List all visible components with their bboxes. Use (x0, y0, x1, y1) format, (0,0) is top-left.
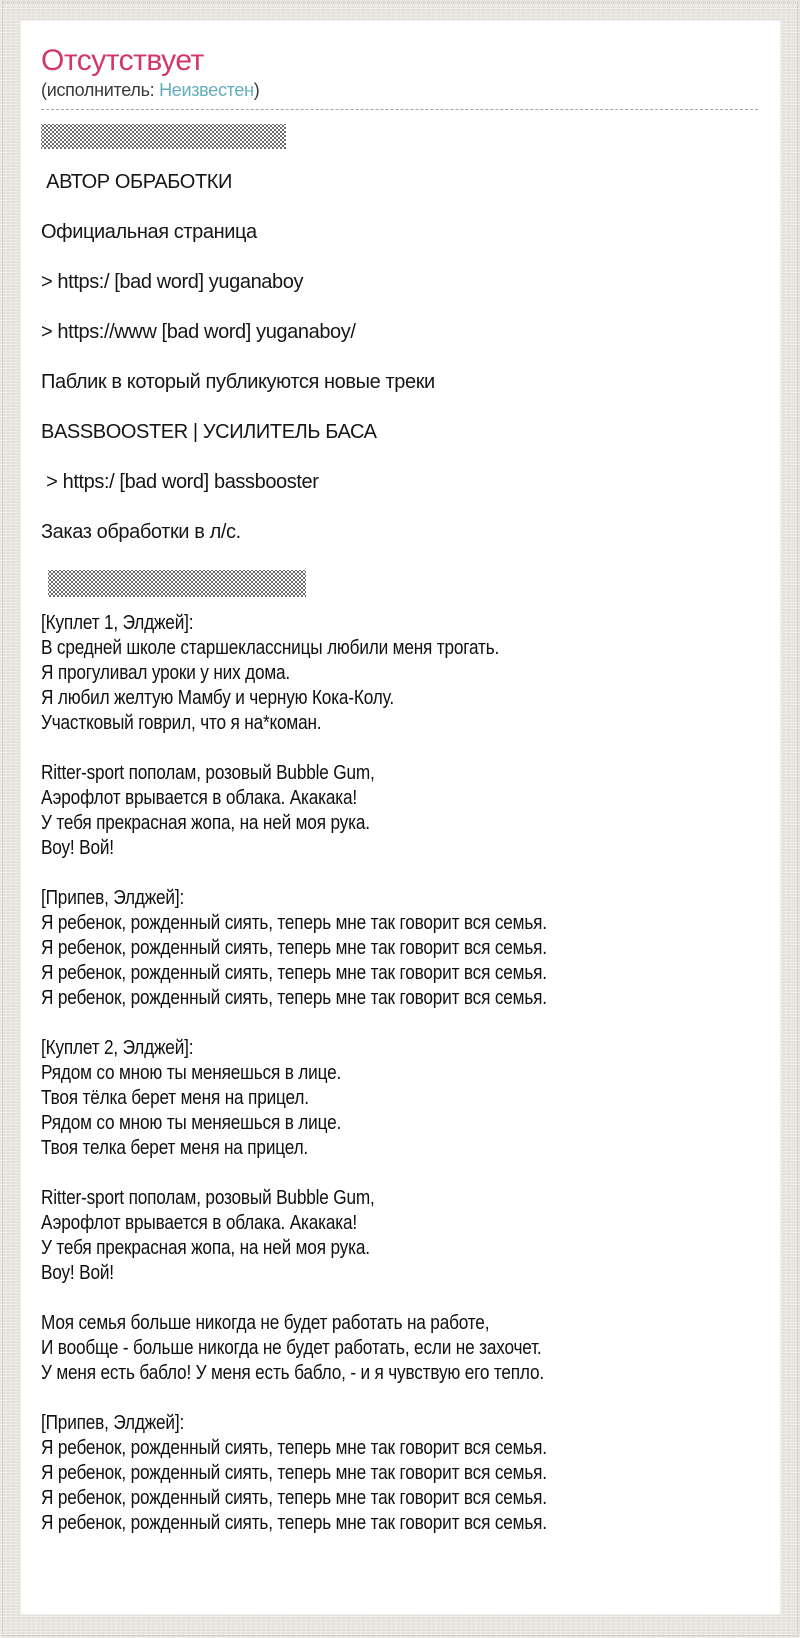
info-line: Официальная страница (41, 221, 257, 243)
lyric-line: Я ребенок, рожденный сиять, теперь мне так говорит вся семья. (41, 937, 547, 959)
info-line: Паблик в который публикуются новые треки (41, 371, 435, 393)
artist-line (41, 80, 758, 100)
info-line: > https:/ [bad word] bassbooster (41, 471, 319, 493)
lyrics-stanza (41, 1186, 756, 1286)
lyric-line: Я любил желтую Мамбу и черную Кока-Колу. (41, 687, 394, 709)
lyric-line: Ritter-sport пополам, розовый Bubble Gum, (41, 1187, 375, 1209)
lyrics-stanza (41, 1411, 756, 1536)
lyric-line: У тебя прекрасная жопа, на ней моя рука. (41, 1237, 370, 1259)
song-header (41, 45, 758, 110)
lyric-line: [Куплет 2, Элджей]: (41, 1037, 194, 1059)
lyric-line: Я ребенок, рожденный сиять, теперь мне так говорит вся семья. (41, 1437, 547, 1459)
lyric-line: Я ребенок, рожденный сиять, теперь мне так говорит вся семья. (41, 987, 547, 1009)
lyric-line: Я ребенок, рожденный сиять, теперь мне так говорит вся семья. (41, 962, 547, 984)
lyric-line: Твоя телка берет меня на прицел. (41, 1137, 309, 1159)
lyric-line: Твоя тёлка берет меня на прицел. (41, 1087, 309, 1109)
artist-label-prefix: (исполнитель: (41, 80, 160, 100)
lyric-line: Воу! Вой! (41, 837, 114, 859)
lyrics-block (41, 611, 756, 1536)
page-title: Отсутствует (41, 44, 204, 77)
lyrics-stanza (41, 886, 756, 1011)
lyric-line: В средней школе старшеклассницы любили меня трогать. (41, 637, 500, 659)
lyric-line: Я ребенок, рожденный сиять, теперь мне так говорит вся семья. (41, 912, 547, 934)
lyric-line: Участковый говрил, что я на*коман. (41, 712, 322, 734)
lyrics-stanza (41, 761, 756, 861)
info-lines (41, 170, 758, 545)
lyrics-stanza (41, 1311, 756, 1386)
lyric-line: Я ребенок, рожденный сиять, теперь мне так говорит вся семья. (41, 1512, 547, 1534)
lyric-line: У меня есть бабло! У меня есть бабло, - и я чувствую его тепло. (41, 1362, 544, 1384)
lyric-line: Аэрофлот врывается в облака. Акакака! (41, 787, 358, 809)
info-line: Заказ обработки в л/с. (41, 521, 241, 543)
lyric-line: Рядом со мною ты меняешься в лице. (41, 1112, 342, 1134)
info-line: > https://www [bad word] yuganaboy/ (41, 321, 356, 343)
lyric-line: Я ребенок, рожденный сиять, теперь мне так говорит вся семья. (41, 1462, 547, 1484)
lyric-line: [Припев, Элджей]: (41, 1412, 185, 1434)
lyrics-stanza (41, 1036, 756, 1161)
lyric-line: [Припев, Элджей]: (41, 887, 185, 909)
lyric-line: [Куплет 1, Элджей]: (41, 612, 194, 634)
lyric-line: Я ребенок, рожденный сиять, теперь мне так говорит вся семья. (41, 1487, 547, 1509)
info-line: > https:/ [bad word] yuganaboy (41, 271, 304, 293)
lyric-line: У тебя прекрасная жопа, на ней моя рука. (41, 812, 370, 834)
lyrics-card (20, 20, 781, 1615)
censored-dither-block-2 (48, 570, 306, 597)
censored-dither-block-1 (41, 124, 286, 149)
lyrics-stanza (41, 611, 756, 736)
lyric-line: Аэрофлот врывается в облака. Акакака! (41, 1212, 358, 1234)
lyric-line: Рядом со мною ты меняешься в лице. (41, 1062, 342, 1084)
artist-label-suffix: ) (253, 80, 260, 100)
lyric-line: Моя семья больше никогда не будет работать на работе, (41, 1312, 490, 1334)
lyric-line: Воу! Вой! (41, 1262, 114, 1284)
lyric-line: Ritter-sport пополам, розовый Bubble Gum, (41, 762, 375, 784)
lyric-line: И вообще - больше никогда не будет работать, если не захочет. (41, 1337, 542, 1359)
info-line: BASSBOOSTER | УСИЛИТЕЛЬ БАСА (41, 421, 377, 443)
lyric-line: Я прогуливал уроки у них дома. (41, 662, 291, 684)
info-line: АВТОР ОБРАБОТКИ (41, 171, 232, 193)
artist-link[interactable]: Неизвестен (159, 80, 254, 100)
